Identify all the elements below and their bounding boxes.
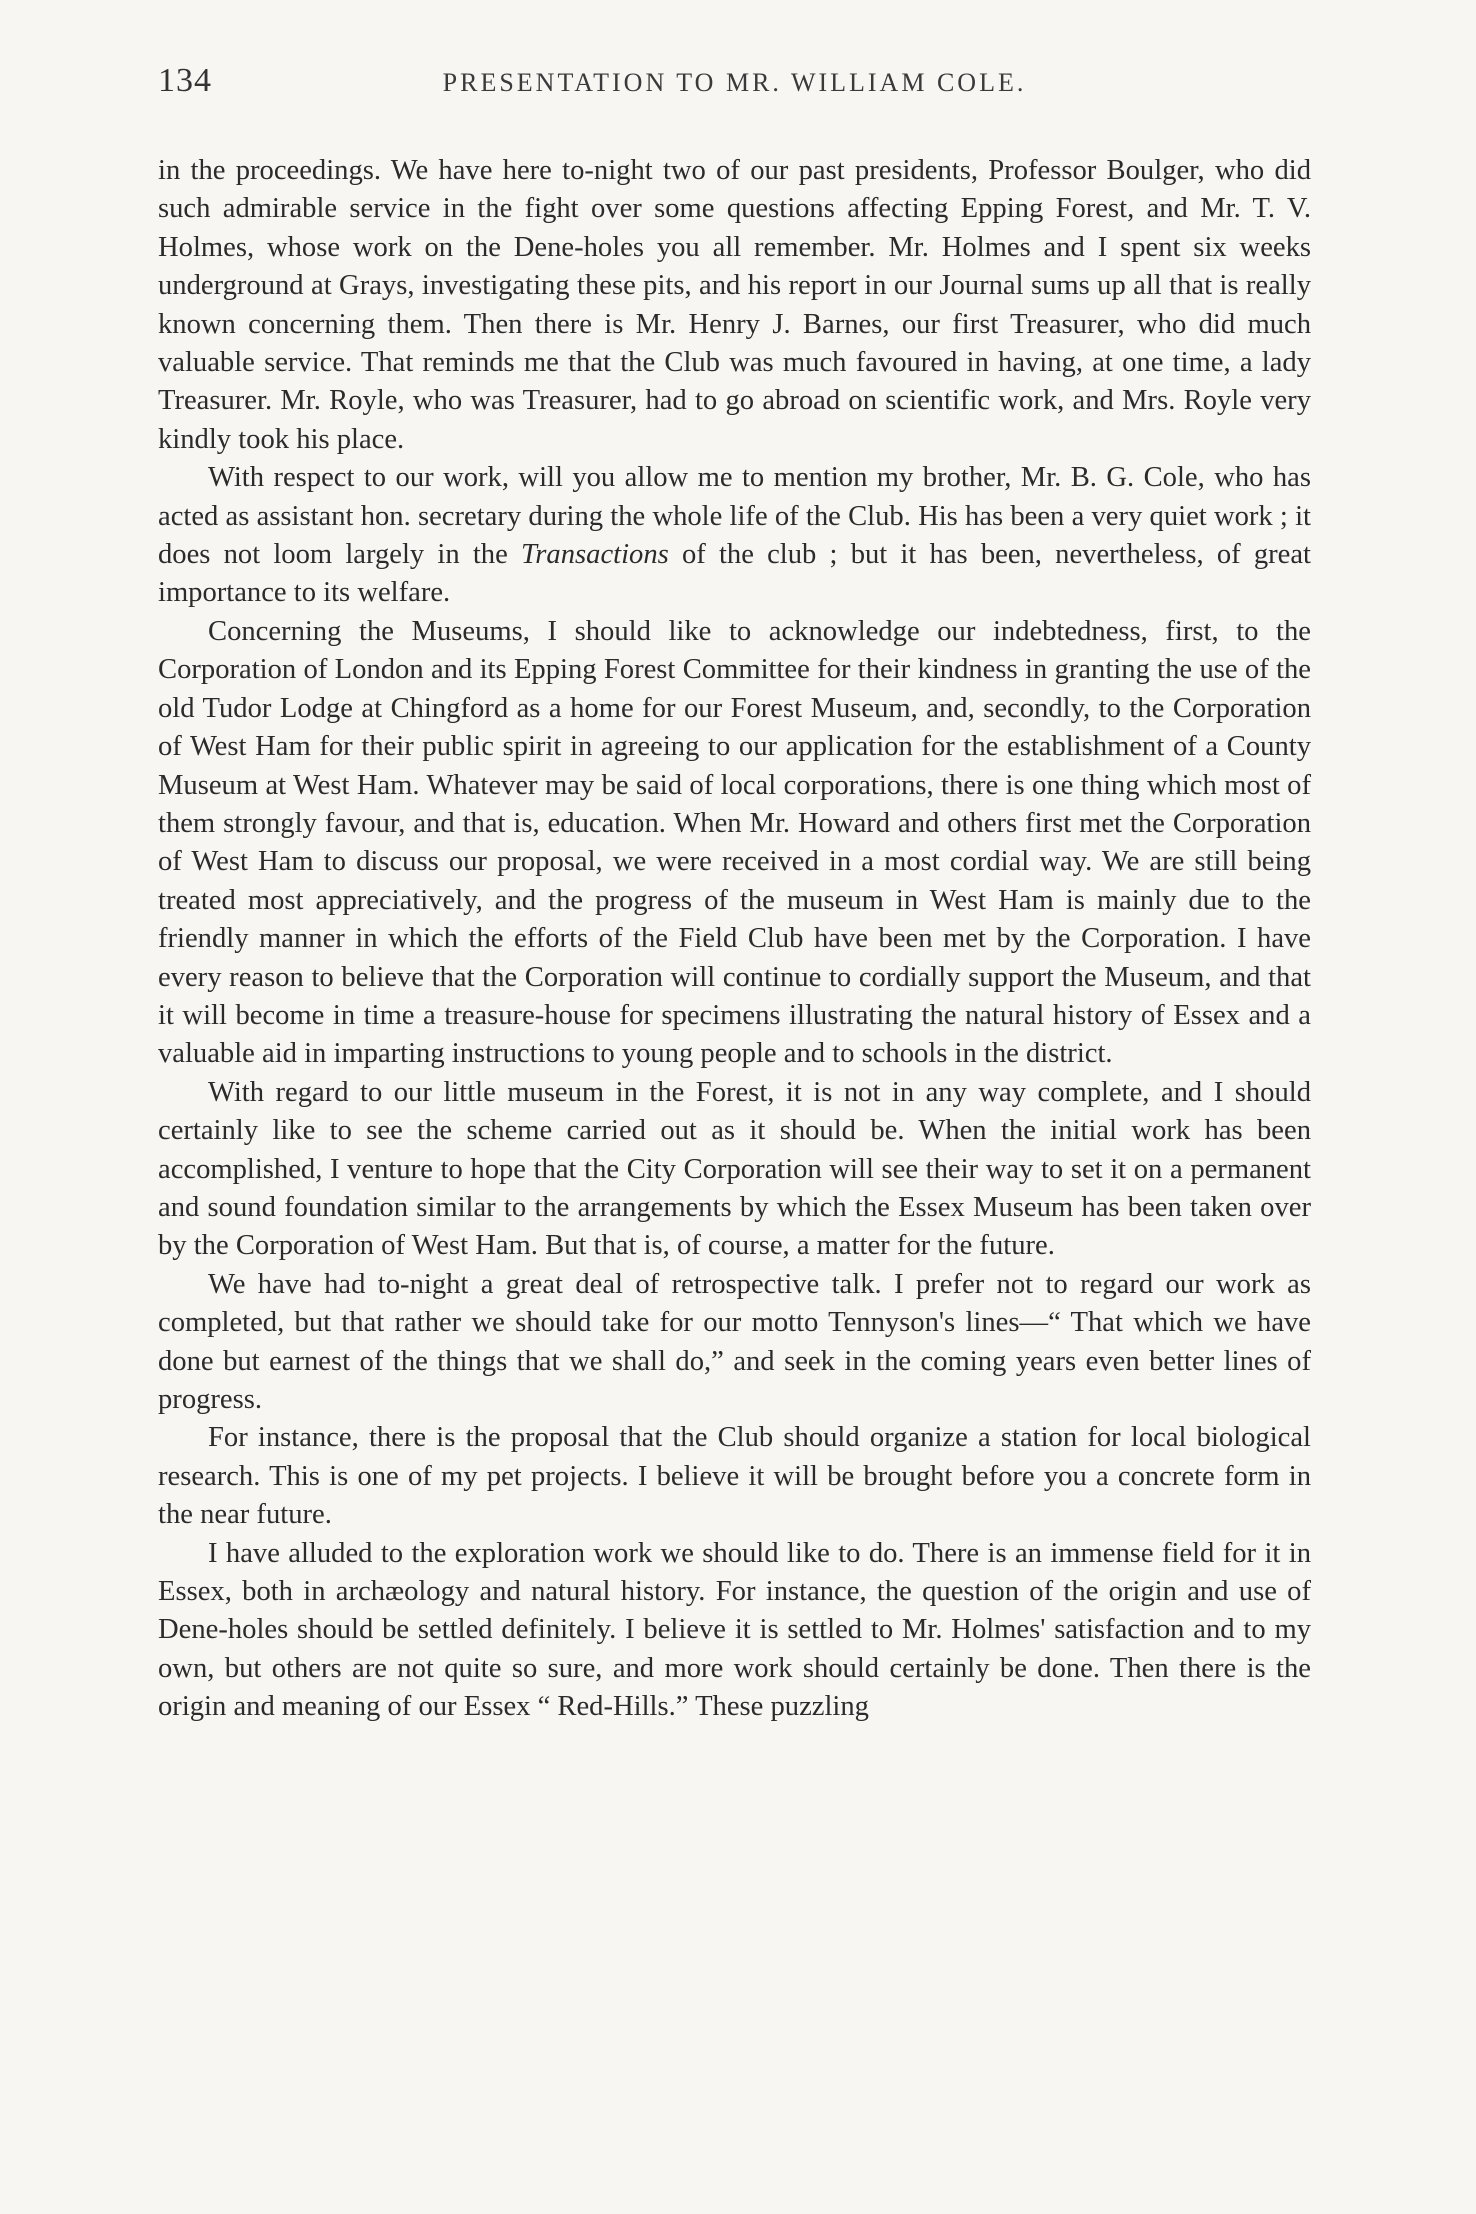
body-text [158, 152, 1311, 1727]
transactions-italic: Transactions [520, 539, 669, 571]
paragraph-5: We have had to-night a great deal of retrospective talk. I prefer not to regard our work as completed, but that rather we should take for our motto Tennyson's lines—“ That which we have done but earnest of the things that we shall do,” and seek in the coming years even better lines of progress. [158, 1268, 1311, 1415]
paragraph-2-text-end: of the club ; but it has been, nevertheless, of great importance to its welfare. [158, 539, 1311, 609]
paragraph-2-text-start: With respect to our work, will you allow me to mention my brother, Mr. B. G. Cole, who has acted as assistant hon. secretary during the whole life of the Club. His has been a very quiet work ; it does not loom largely in the [158, 462, 1311, 571]
paragraph-7: I have alluded to the exploration work we should like to do. There is an immense field for it in Essex, both in archæology and natural history. For instance, the question of the origin and use of Dene-holes should be settled definitely. I believe it is settled to Mr. Holmes' satisfaction and to my own, but others are not quite so sure, and more work should certainly be done. Then there is the origin and meaning of our Essex “ Red-Hills.” These puzzling [158, 1537, 1311, 1723]
paragraph-2 [158, 459, 1311, 613]
running-head: PRESENTATION TO MR. WILLIAM COLE. [442, 68, 1027, 97]
page-header [158, 62, 1311, 112]
paragraph-6: For instance, there is the proposal that the Club should organize a station for local biological research. This is one of my pet projects. I believe it will be brought before you a concrete form in the near future. [158, 1422, 1311, 1531]
paragraph-1: in the proceedings. We have here to-night two of our past presidents, Professor Boulger, who did such admirable service in the fight over some questions affecting Epping Forest, and Mr. T. V. Holmes, whose work on the Dene-holes you all remember. Mr. Holmes and I spent six weeks underground at Grays, investigating these pits, and his report in our Journal sums up all that is really known concerning them. Then there is Mr. Henry J. Barnes, our first Treasurer, who did much valuable service. That reminds me that the Club was much favoured in having, at one time, a lady Treasurer. Mr. Royle, who was Treasurer, had to go abroad on scientific work, and Mrs. Royle very kindly took his place. [158, 155, 1311, 455]
paragraph-3: Concerning the Museums, I should like to acknowledge our indebtedness, first, to the Corporation of London and its Epping Forest Committee for their kindness in granting the use of the old Tudor Lodge at Chingford as a home for our Forest Museum, and, secondly, to the Corporation of West Ham for their public spirit in agreeing to our application for the establishment of a County Museum at West Ham. Whatever may be said of local corporations, there is one thing which most of them strongly favour, and that is, education. When Mr. Howard and others first met the Corporation of West Ham to discuss our proposal, we were received in a most cordial way. We are still being treated most appreciatively, and the progress of the museum in West Ham is mainly due to the friendly manner in which the efforts of the Field Club have been met by the Corporation. I have every reason to believe that the Corporation will continue to cordially support the Museum, and that it will become in time a treasure-house for specimens illustrating the natural history of Essex and a valuable aid in imparting instructions to young people and to schools in the district. [158, 615, 1311, 1070]
paragraph-4: With regard to our little museum in the Forest, it is not in any way complete, and I should certainly like to see the scheme carried out as it should be. When the initial work has been accomplished, I venture to hope that the City Corporation will see their way to set it on a permanent and sound foundation similar to the arrangements by which the Essex Museum has been taken over by the Corporation of West Ham. But that is, of course, a matter for the future. [158, 1076, 1311, 1262]
page-number: 134 [158, 62, 212, 99]
